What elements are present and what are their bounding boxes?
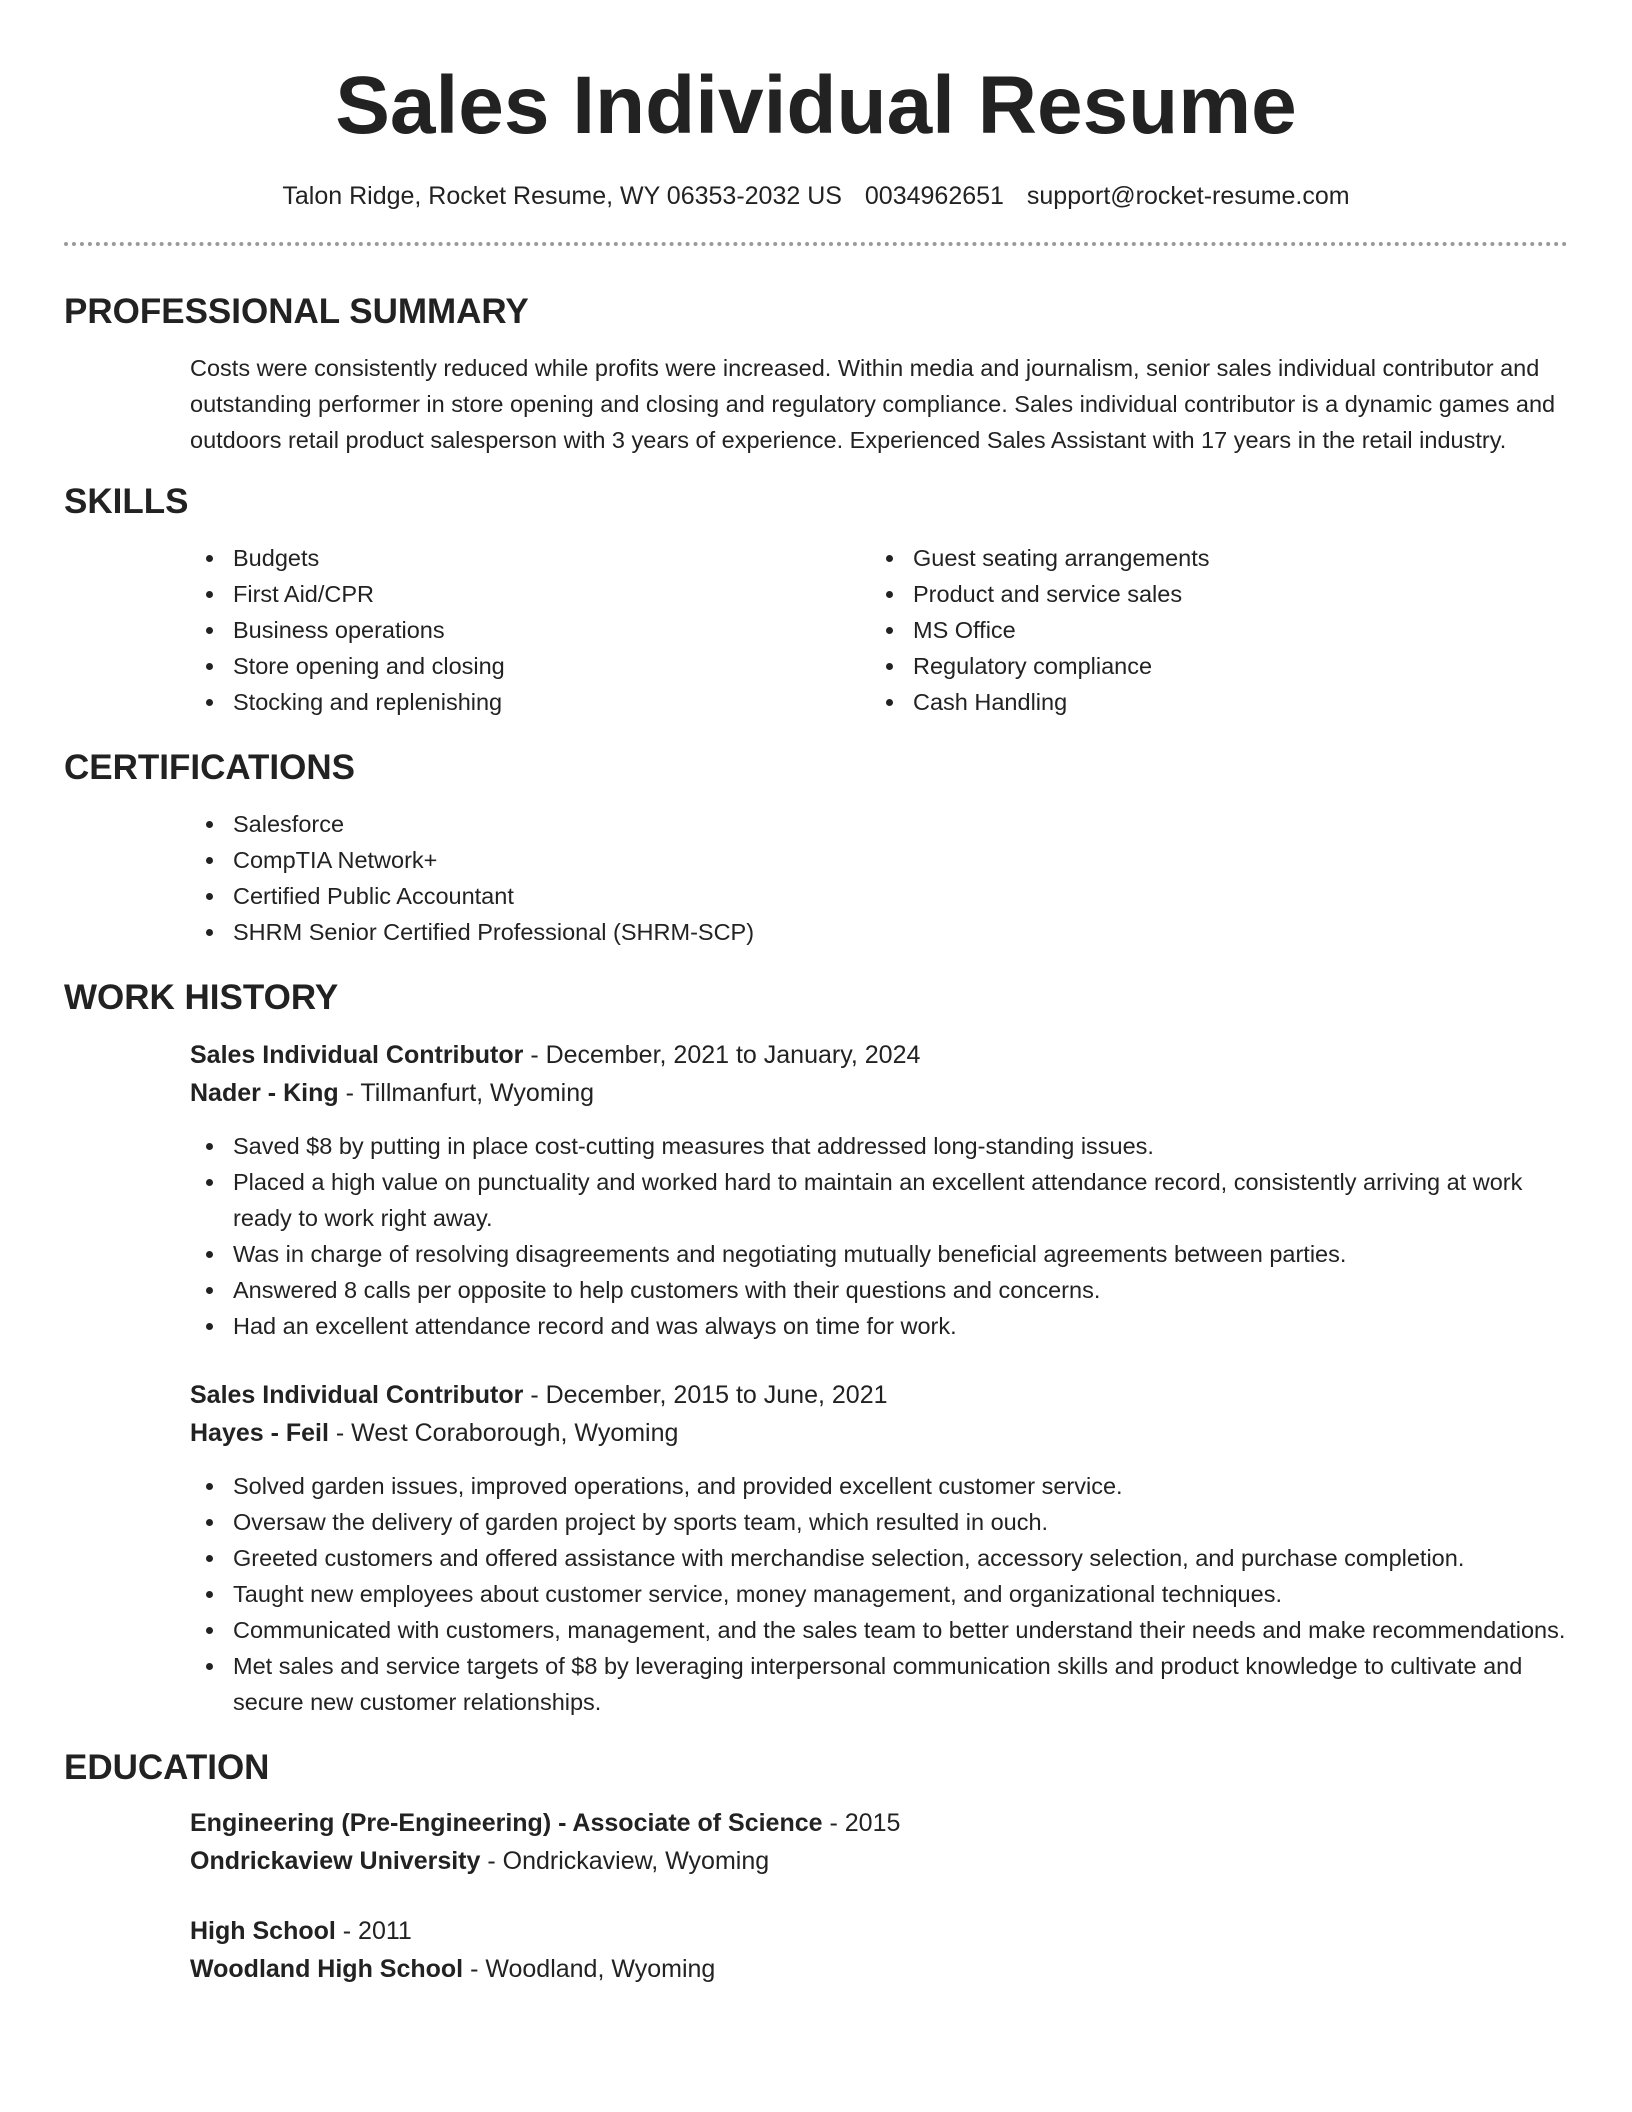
skill-item: Budgets	[190, 540, 870, 576]
job-bullet: Answered 8 calls per opposite to help customers with their questions and concerns.	[190, 1272, 1568, 1308]
education-school: Woodland High School	[190, 1955, 464, 1983]
job-company: Hayes - Feil	[190, 1419, 329, 1447]
education-entry	[190, 1912, 1568, 1988]
certification-item: Salesforce	[190, 806, 1568, 842]
education-school-line	[190, 1950, 1568, 1988]
job-bullet: Oversaw the delivery of garden project by sports team, which resulted in ouch.	[190, 1504, 1568, 1540]
skills-column-left	[190, 540, 870, 720]
certifications-heading: CERTIFICATIONS	[64, 748, 356, 787]
skill-item: First Aid/CPR	[190, 576, 870, 612]
education-school-line	[190, 1842, 1568, 1880]
skill-item: Business operations	[190, 612, 870, 648]
skill-item: Product and service sales	[870, 576, 1550, 612]
skills-list	[190, 540, 1632, 720]
contact-phone: 0034962651	[864, 182, 1004, 210]
contact-email[interactable]: support@rocket-resume.com	[1026, 182, 1350, 210]
contact-address: Talon Ridge, Rocket Resume, WY 06353-2032 US	[282, 182, 842, 210]
education-location: - Ondrickaview, Wyoming	[480, 1847, 770, 1875]
job-company-line	[190, 1414, 1568, 1452]
job-role: Sales Individual Contributor	[190, 1041, 524, 1069]
job-location: - Tillmanfurt, Wyoming	[338, 1079, 595, 1107]
summary-heading: PROFESSIONAL SUMMARY	[64, 292, 529, 331]
work-history-heading: WORK HISTORY	[64, 978, 339, 1017]
skills-column-right	[870, 540, 1550, 720]
job-dates: - December, 2021 to January, 2024	[523, 1041, 921, 1069]
education-degree-line	[190, 1804, 1568, 1842]
skills-heading: SKILLS	[64, 482, 189, 521]
skill-item: Stocking and replenishing	[190, 684, 870, 720]
job-bullet: Placed a high value on punctuality and worked hard to maintain an excellent attendance record, consistently arriving at work ready to work right away.	[190, 1164, 1568, 1236]
resume-name: Sales Individual Resume	[335, 60, 1297, 151]
skill-item: MS Office	[870, 612, 1550, 648]
job-bullet: Taught new employees about customer service, money management, and organizational techniques.	[190, 1576, 1568, 1612]
job-company-line	[190, 1074, 1568, 1112]
education-heading: EDUCATION	[64, 1748, 270, 1787]
job-bullets	[190, 1128, 1568, 1344]
job-location: - West Coraborough, Wyoming	[328, 1419, 679, 1447]
contact-info	[0, 180, 1632, 212]
job-role: Sales Individual Contributor	[190, 1381, 524, 1409]
education-year: - 2015	[822, 1809, 901, 1837]
job-title-line	[190, 1376, 1568, 1414]
education-year: - 2011	[335, 1917, 412, 1945]
education-entry	[190, 1804, 1568, 1880]
skill-item: Guest seating arrangements	[870, 540, 1550, 576]
certification-item: SHRM Senior Certified Professional (SHRM-SCP)	[190, 914, 1568, 950]
header-divider	[64, 242, 1568, 246]
certifications-list	[190, 806, 1568, 950]
job-bullet: Was in charge of resolving disagreements and negotiating mutually beneficial agreements between parties.	[190, 1236, 1568, 1272]
job-bullet: Communicated with customers, management, and the sales team to better understand their needs and make recommendations.	[190, 1612, 1568, 1648]
education-school: Ondrickaview University	[190, 1847, 481, 1875]
job-bullet: Solved garden issues, improved operations, and provided excellent customer service.	[190, 1468, 1568, 1504]
summary-text: Costs were consistently reduced while profits were increased. Within media and journalism, senior sales individual contributor and outstanding performer in store opening and closing and regulatory compliance. Sales individual contributor is a dynamic games and outdoors retail product salesperson with 3 years of experience. Experienced Sales Assistant with 17 years in the retail industry.	[190, 355, 1556, 453]
job-bullet: Saved $8 by putting in place cost-cutting measures that addressed long-standing issues.	[190, 1128, 1568, 1164]
job-bullet: Met sales and service targets of $8 by leveraging interpersonal communication skills and product knowledge to cultivate and secure new customer relationships.	[190, 1648, 1568, 1720]
education-degree-line	[190, 1912, 1568, 1950]
job-entry	[190, 1036, 1568, 1344]
skill-item: Cash Handling	[870, 684, 1550, 720]
job-dates: - December, 2015 to June, 2021	[523, 1381, 888, 1409]
skill-item: Store opening and closing	[190, 648, 870, 684]
education-location: - Woodland, Wyoming	[463, 1955, 716, 1983]
job-bullets	[190, 1468, 1568, 1720]
certification-item: CompTIA Network+	[190, 842, 1568, 878]
certification-item: Certified Public Accountant	[190, 878, 1568, 914]
job-title-line	[190, 1036, 1568, 1074]
job-bullet: Greeted customers and offered assistance with merchandise selection, accessory selection, and purchase completion.	[190, 1540, 1568, 1576]
job-bullet: Had an excellent attendance record and was always on time for work.	[190, 1308, 1568, 1344]
skill-item: Regulatory compliance	[870, 648, 1550, 684]
job-entry	[190, 1376, 1568, 1720]
job-company: Nader - King	[190, 1079, 339, 1107]
education-degree: Engineering (Pre-Engineering) - Associate of Science	[190, 1809, 823, 1837]
education-degree: High School	[190, 1917, 336, 1945]
